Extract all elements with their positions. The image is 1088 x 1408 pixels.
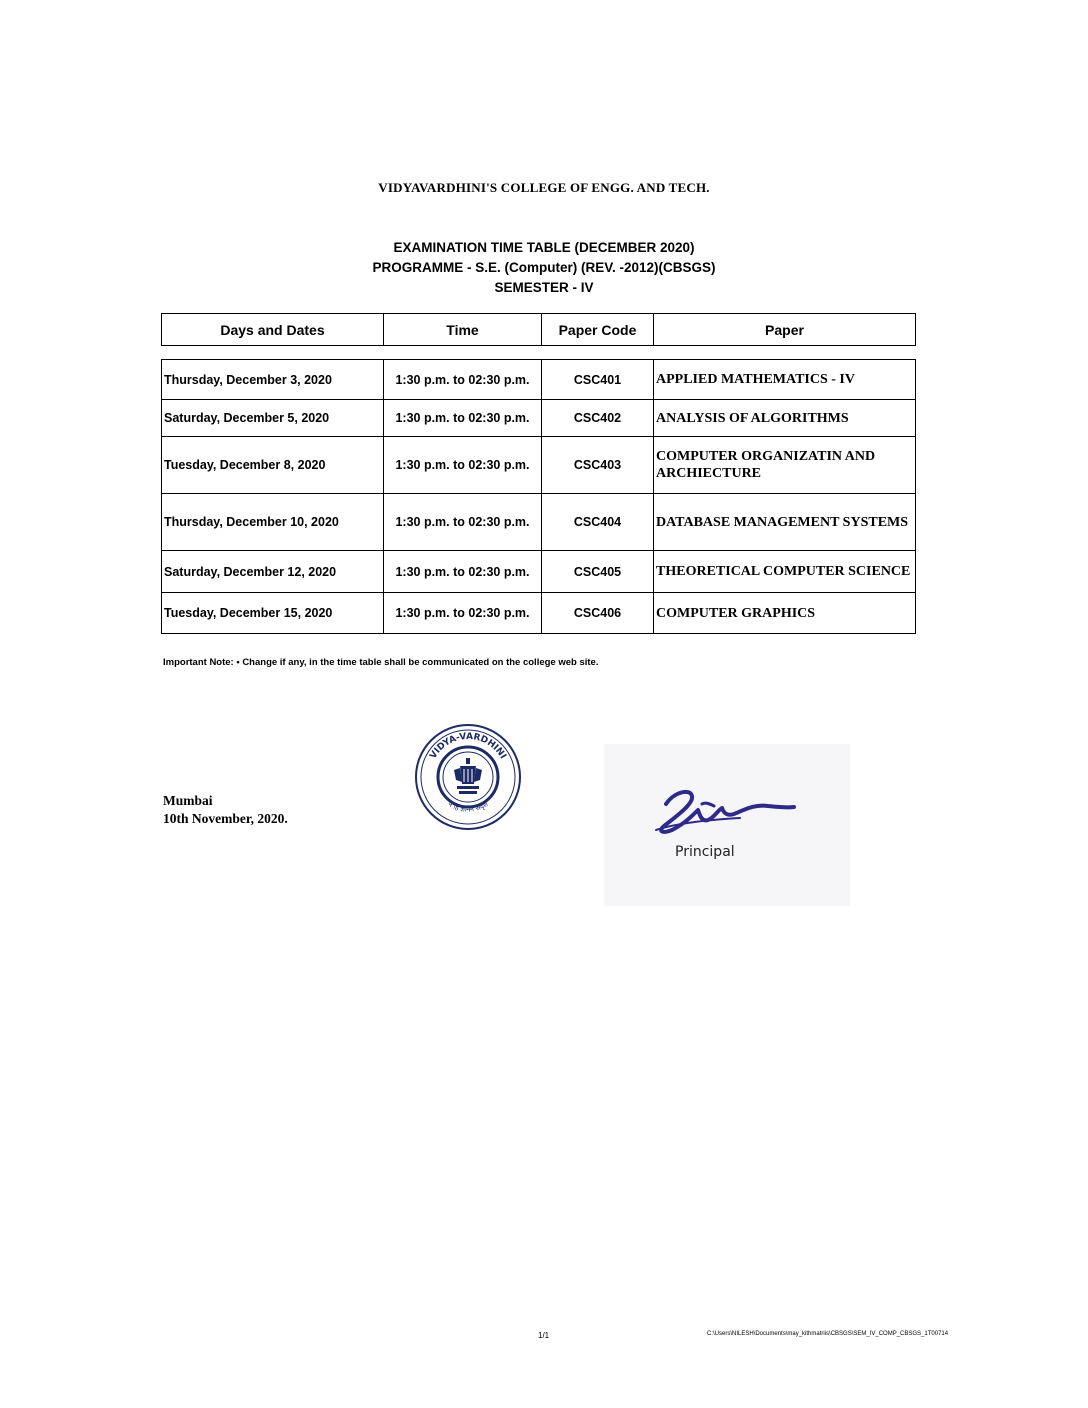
table-row [162, 360, 916, 400]
column-header-paper: Paper [654, 314, 916, 346]
table-row [162, 494, 916, 551]
exam-title: EXAMINATION TIME TABLE (DECEMBER 2020) [393, 240, 695, 255]
timetable [161, 359, 916, 634]
column-header-time: Time [384, 314, 542, 346]
row-date: Thursday, December 3, 2020 [162, 360, 384, 400]
row-date: Thursday, December 10, 2020 [162, 494, 384, 551]
semester-line: SEMESTER - IV [494, 280, 594, 295]
table-row [162, 551, 916, 593]
timetable-header [161, 313, 916, 346]
row-code: CSC401 [542, 360, 654, 400]
row-paper: ANALYSIS OF ALGORITHMS [654, 400, 916, 437]
seal-bottom-text: न हि ज्ञानेन सदृशं [446, 800, 490, 814]
row-paper: DATABASE MANAGEMENT SYSTEMS [654, 494, 916, 551]
row-code: CSC402 [542, 400, 654, 437]
row-time: 1:30 p.m. to 02:30 p.m. [384, 437, 542, 494]
row-time: 1:30 p.m. to 02:30 p.m. [384, 593, 542, 634]
row-paper: COMPUTER GRAPHICS [654, 593, 916, 634]
row-paper: THEORETICAL COMPUTER SCIENCE [654, 551, 916, 593]
place-and-date [163, 792, 288, 828]
column-header-code: Paper Code [542, 314, 654, 346]
row-time: 1:30 p.m. to 02:30 p.m. [384, 551, 542, 593]
row-code: CSC404 [542, 494, 654, 551]
row-date: Saturday, December 5, 2020 [162, 400, 384, 437]
row-date: Tuesday, December 8, 2020 [162, 437, 384, 494]
table-row [162, 400, 916, 437]
programme-line: PROGRAMME - S.E. (Computer) (REV. -2012)(CBSGS) [372, 260, 716, 275]
column-header-days: Days and Dates [162, 314, 384, 346]
place: Mumbai [163, 793, 213, 808]
row-date: Tuesday, December 15, 2020 [162, 593, 384, 634]
signature-label: Principal [675, 844, 735, 860]
table-row [162, 593, 916, 634]
row-date: Saturday, December 12, 2020 [162, 551, 384, 593]
table-row [162, 437, 916, 494]
page-number: 1/1 [538, 1331, 550, 1340]
row-code: CSC403 [542, 437, 654, 494]
principal-signature-icon [644, 774, 804, 844]
college-name: VIDYAVARDHINI'S COLLEGE OF ENGG. AND TECH. [378, 180, 710, 195]
issue-date: 10th November, 2020. [163, 811, 288, 826]
signature-block [604, 744, 850, 906]
file-path: C:\Users\NILESH\Documents\may_kithmatriis\CBSGS\SEM_IV_COMP_CBSGS_1T00714 [707, 1331, 949, 1337]
college-seal-icon [413, 722, 523, 832]
important-note: Important Note: • Change if any, in the time table shall be communicated on the college web site. [163, 657, 599, 668]
row-code: CSC406 [542, 593, 654, 634]
seal-top-text: VIDYA-VARDHINI [428, 731, 508, 761]
row-paper: APPLIED MATHEMATICS - IV [654, 360, 916, 400]
row-paper: COMPUTER ORGANIZATIN AND ARCHIECTURE [654, 437, 916, 494]
row-code: CSC405 [542, 551, 654, 593]
row-time: 1:30 p.m. to 02:30 p.m. [384, 360, 542, 400]
row-time: 1:30 p.m. to 02:30 p.m. [384, 400, 542, 437]
row-time: 1:30 p.m. to 02:30 p.m. [384, 494, 542, 551]
